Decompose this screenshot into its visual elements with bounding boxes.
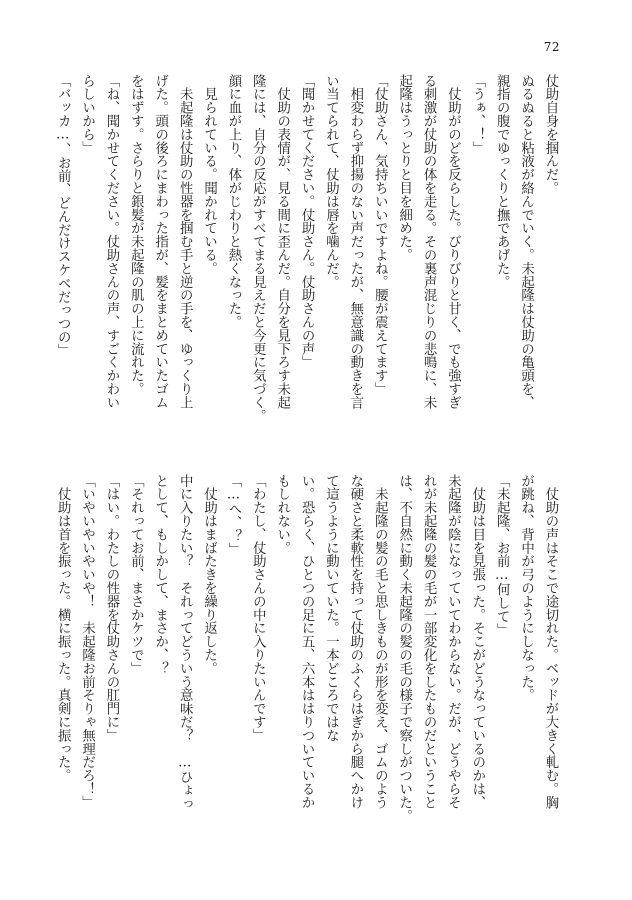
page-number: 72 (543, 40, 560, 54)
text-block-bottom (55, 474, 562, 846)
text-line: げた。頭の後ろにまわった指が、髪をまとめていたゴム (152, 74, 168, 409)
text-line: 顔に血が上り、体がじわりと熱くなった。 (225, 74, 241, 329)
text-line: い当てられて、仗助は唇を噛んだ。 (323, 74, 339, 289)
text-line: れが未起隆の髪の毛が一部変化をしたものだということ (421, 474, 437, 809)
text-line: て這うように動いていた。一本どころではな (323, 474, 339, 742)
text-line: 中に入りたい？ それってどういう意味だ？ …ひょっ (177, 474, 193, 811)
text-line: 仗助は目を見張った。そこがどうなっているのかは、 (469, 474, 485, 809)
text-line: 仗助がのどを反らした。びりびりと甘く、でも強すぎ (445, 74, 461, 409)
text-line: 「わたし、仗助さんの中に入りたいんです」 (250, 474, 266, 742)
text-line: をはずす。さらりと銀髪が未起隆の肌の上に流れた。 (128, 74, 144, 396)
text-line: 未起隆は仗助の性器を掴む手と逆の手を、ゆっくり上 (177, 74, 193, 409)
text-line: 「いやいやいやいや！ 未起隆お前そりゃ無理だろ！」 (79, 474, 95, 809)
text-line: 親指の腹でゆっくりと撫であげた。 (494, 74, 510, 289)
text-line: 「それってお前、まさかケツで」 (128, 474, 144, 675)
text-line: が跳ね、背中が弓のようにしなった。 (518, 474, 534, 702)
text-line: ぬるぬると粘液が絡んでいく。未起隆は仗助の亀頭を、 (518, 74, 534, 409)
text-line: 「はい。わたしの性器を仗助さんの肛門に」 (103, 474, 119, 742)
text-line: 仗助は首を振った。横に振った。真剣に振った。 (55, 474, 71, 783)
text-line: る刺激が仗助の体を走る。その裏声混じりの悲鳴に、未 (421, 74, 437, 409)
text-line: 「未起隆、お前…何して」 (494, 474, 510, 637)
text-line: 「うぁ、！」 (469, 74, 485, 155)
text-line: 「ね、聞かせてください。仗助さんの声、すごくかわい (103, 74, 119, 409)
text-line: らしいから」 (79, 74, 95, 155)
text-line: 見られている。聞かれている。 (201, 74, 217, 275)
text-line: 相変わらず抑揚のない声だったが、無意識の動きを言 (347, 74, 363, 409)
text-line: 「バッカ…、お前、どんだけスケベだっつの」 (55, 74, 71, 357)
text-line: 仗助の表情が、見る間に歪んだ。自分を見下ろす未起 (274, 74, 290, 409)
text-line: 「…へ、？」 (225, 474, 241, 556)
text-line: 「仗助さん、気持ちいいですよね。腰が震えてます」 (372, 74, 388, 396)
text-line: い。恐らく、ひとつの足に五、六本ははりついているか (299, 474, 315, 809)
text-line: として、もしかして、まさか、？ (152, 474, 168, 675)
text-line: 隆には、自分の反応がすべてまる見えだと今更に気づく。 (250, 74, 266, 423)
text-line: 起隆はうっとりと目を細めた。 (396, 74, 412, 262)
text-block-top (55, 74, 562, 446)
text-line: 仗助自身を掴んだ。 (543, 74, 558, 195)
text-line: もしれない。 (274, 474, 290, 555)
text-line: 未起隆の髪の毛と思しきものが形を変え、ゴムのよう (372, 474, 388, 809)
text-line: 仗助はまばたきを繰り返した。 (201, 474, 217, 675)
text-line: は、不自然に動く未起隆の髪の毛の様子で察しがついた。 (396, 474, 412, 823)
text-line: な硬さと柔軟性を持って仗助のふくらはぎから腿へかけ (347, 474, 363, 809)
text-line: 未起隆が陰になっていてわからない。だが、どうやらそ (445, 474, 461, 809)
text-line: 仗助の声はそこで途切れた。ベッドが大きく軋む。胸 (543, 474, 558, 809)
text-line: 「聞かせてください。仗助さん。仗助さんの声」 (299, 74, 315, 369)
